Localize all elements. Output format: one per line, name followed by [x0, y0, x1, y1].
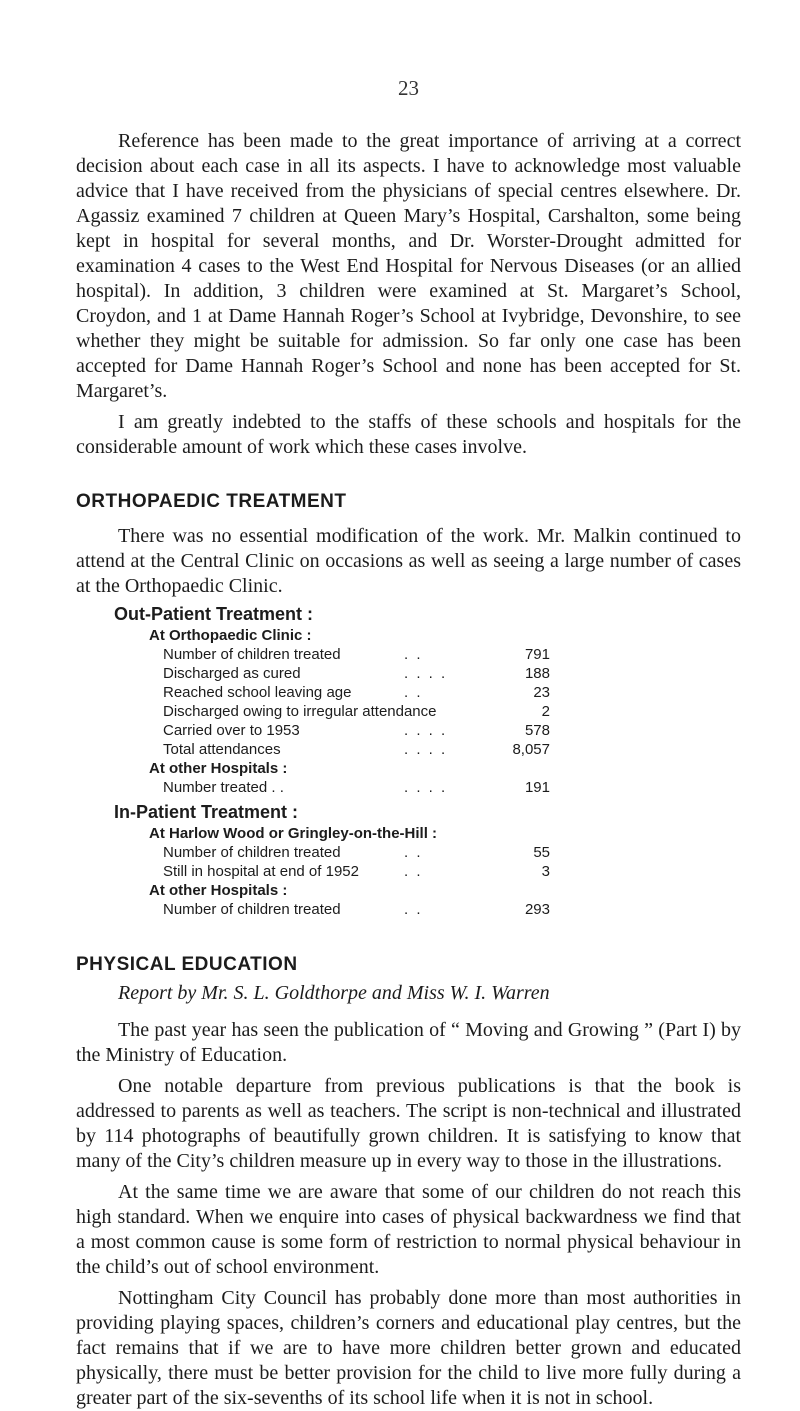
intro-paragraph: I am greatly indebted to the staffs of these schools and hospitals for the considerable amount of work which these cases involve. [76, 411, 741, 458]
pe-paragraph: The past year has seen the publication of “ Moving and Growing ” (Part I) by the Ministry of Education. [76, 1019, 741, 1066]
stat-leader-dots: . . . . [404, 741, 448, 758]
stat-label: Number of children treated [163, 646, 341, 663]
stat-row [163, 702, 550, 721]
stat-label: Number treated . . [163, 779, 284, 796]
stat-value: 791 [524, 646, 550, 663]
stat-leader-dots: . . [404, 901, 423, 918]
page-number: 23 [398, 76, 419, 100]
stat-value: 3 [541, 863, 550, 880]
orthopaedic-paragraph: There was no essential modification of the work. Mr. Malkin continued to attend at the Central Clinic on occasions as well as seeing a large number of cases at the Orthopaedic Clinic. [76, 525, 741, 597]
stat-row [163, 683, 550, 702]
stat-label: Total attendances [163, 741, 281, 758]
stat-label: Still in hospital at end of 1952 [163, 863, 359, 880]
pe-paragraph: At the same time we are aware that some of our children do not reach this high standard. When we enquire into cases of physical backwardness we find that a most common cause is some form of restriction to normal physical behaviour in the child’s out of school environment. [76, 1181, 741, 1278]
orthopaedic-clinic-heading: At Orthopaedic Clinic : [149, 627, 312, 644]
out-patient-heading: Out-Patient Treatment : [114, 604, 314, 624]
stat-value: 23 [533, 684, 550, 701]
intro-paragraph: Reference has been made to the great importance of arriving at a correct decision about each case in all its aspects. I have to acknowledge most valuable advice that I have received from the physicians of special centres elsewhere. Dr. Agassiz examined 7 children at Queen Mary’s Hospital, Carshalton, some being kept in hospital for several months, and Dr. Worster-Drought admitted for examination 4 cases to the West End Hospital for Nervous Diseases (or an allied hospital). In addition, 3 children were examined at St. Margaret’s School, Croydon, and 1 at Dame Hannah Roger’s School at Ivybridge, Devonshire, to see whether they might be suitable for admission. So far only one case has been accepted for Dame Hannah Roger’s School and none has been accepted for St. Margaret’s. [76, 130, 741, 402]
stat-leader-dots: . . [404, 844, 423, 861]
stat-label: Number of children treated [163, 844, 341, 861]
stat-label: Discharged as cured [163, 665, 301, 682]
stat-row [163, 645, 550, 664]
report-byline: Report by Mr. S. L. Goldthorpe and Miss W. I. Warren [118, 982, 550, 1004]
stat-value: 55 [533, 844, 550, 861]
stat-label: Number of children treated [163, 901, 341, 918]
stat-leader-dots: . . . . [404, 665, 448, 682]
stat-row [163, 740, 550, 759]
out-other-hospitals-heading: At other Hospitals : [149, 760, 288, 777]
stat-row [163, 843, 550, 862]
orthopaedic-heading: ORTHOPAEDIC TREATMENT [76, 491, 347, 512]
stat-value: 578 [524, 722, 550, 739]
stat-value: 8,057 [512, 741, 550, 758]
stat-row [163, 778, 550, 797]
harlow-wood-heading: At Harlow Wood or Gringley-on-the-Hill : [149, 825, 438, 842]
stat-leader-dots: . . [404, 863, 423, 880]
physical-education-heading: PHYSICAL EDUCATION [76, 954, 298, 975]
stat-row [163, 721, 550, 740]
stat-row [163, 664, 550, 683]
stat-value: 191 [524, 779, 550, 796]
stat-row [163, 900, 550, 919]
stat-value: 2 [541, 703, 550, 720]
stat-label: Reached school leaving age [163, 684, 352, 701]
stat-leader-dots: . . . . [404, 779, 448, 796]
stat-leader-dots: . . [404, 684, 423, 701]
out-other-hospitals-table [76, 778, 741, 797]
stat-label: Carried over to 1953 [163, 722, 300, 739]
harlow-wood-table [76, 843, 741, 881]
in-other-hospitals-heading: At other Hospitals : [149, 882, 288, 899]
stat-row [163, 862, 550, 881]
stat-value: 293 [524, 901, 550, 918]
orthopaedic-clinic-table [76, 645, 741, 759]
stat-leader-dots: . . [404, 646, 423, 663]
pe-paragraph: One notable departure from previous publications is that the book is addressed to parents as well as teachers. The script is non-technical and illustrated by 114 photographs of beautifully grown children. It is satisfying to know that many of the City’s children measure up in every way to those in the illustrations. [76, 1075, 741, 1172]
document-page [76, 0, 741, 1411]
in-other-hospitals-table [76, 900, 741, 919]
stat-leader-dots: . . . . [404, 722, 448, 739]
stat-value: 188 [524, 665, 550, 682]
pe-paragraph: Nottingham City Council has probably done more than most authorities in providing playing spaces, children’s corners and educational play centres, but the fact remains that if we are to have more children better grown and educated physically, there must be better provision for the child to live more fully during a greater part of the six-sevenths of its school life when it is not in school. [76, 1287, 741, 1409]
in-patient-heading: In-Patient Treatment : [114, 802, 299, 822]
stat-label: Discharged owing to irregular attendance [163, 703, 437, 720]
